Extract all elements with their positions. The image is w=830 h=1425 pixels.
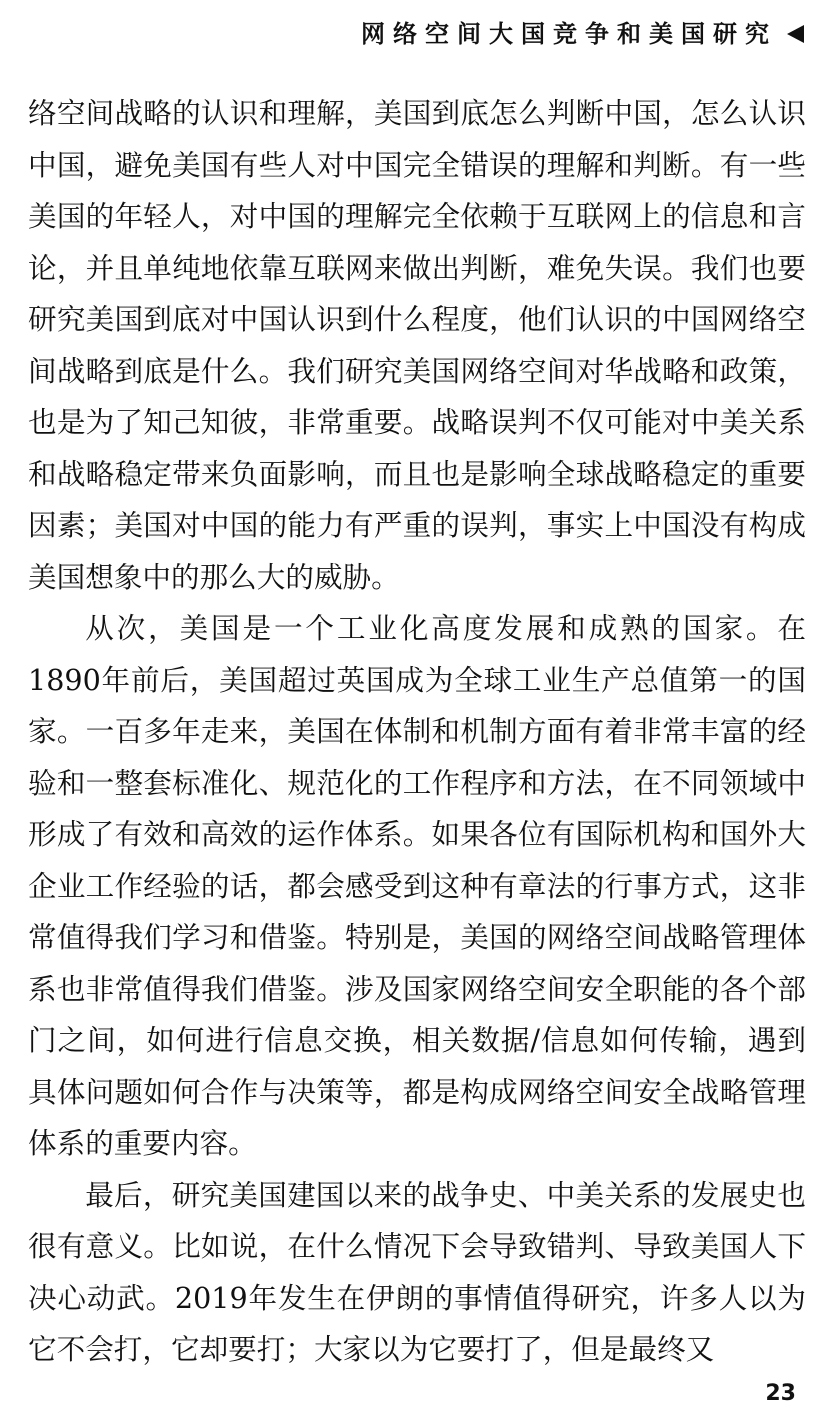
paragraph-second: 从次，美国是一个工业化高度发展和成熟的国家。在1890年前后，美国超过英国成为全球工业生产总值第一的国家。一百多年走来，美国在体制和机制方面有着非常丰富的经验和一整套标准化、规范化的工作程序和方法，在不同领域中形成了有效和高效的运作体系。如果各位有国际机构和国外大企业工作经验的话，都会感受到这种有章法的行事方式，这非常值得我们学习和借鉴。特别是，美国的网络空间战略管理体系也非常值得我们借鉴。涉及国家网络空间安全职能的各个部门之间，如何进行信息交换，相关数据/信息如何传输，遇到具体问题如何合作与决策等，都是构成网络空间安全战略管理体系的重要内容。 bbox=[28, 611, 806, 1160]
paragraph-continued: 络空间战略的认识和理解，美国到底怎么判断中国，怎么认识中国，避免美国有些人对中国完全错误的理解和判断。有一些美国的年轻人，对中国的理解完全依赖于互联网上的信息和言论，并且单纯地依靠互联网来做出判断，难免失误。我们也要研究美国到底对中国认识到什么程度，他们认识的中国网络空间战略到底是什么。我们研究美国网络空间对华战略和政策，也是为了知己知彼，非常重要。战略误判不仅可能对中美关系和战略稳定带来负面影响，而且也是影响全球战略稳定的重要因素；美国对中国的能力有严重的误判，事实上中国没有构成美国想象中的那么大的威胁。 bbox=[28, 96, 806, 594]
running-head-title: 网络空间大国竞争和美国研究 bbox=[361, 20, 777, 48]
running-head bbox=[361, 14, 804, 54]
body-text bbox=[28, 88, 806, 1376]
page-number: 23 bbox=[765, 1381, 796, 1406]
left-triangle-icon bbox=[787, 25, 804, 43]
paragraph-third: 最后，研究美国建国以来的战争史、中美关系的发展史也很有意义。比如说，在什么情况下会导致错判、导致美国人下决心动武。2019年发生在伊朗的事情值得研究，许多人以为它不会打，它却要打；大家以为它要打了，但是最终又 bbox=[28, 1177, 806, 1366]
